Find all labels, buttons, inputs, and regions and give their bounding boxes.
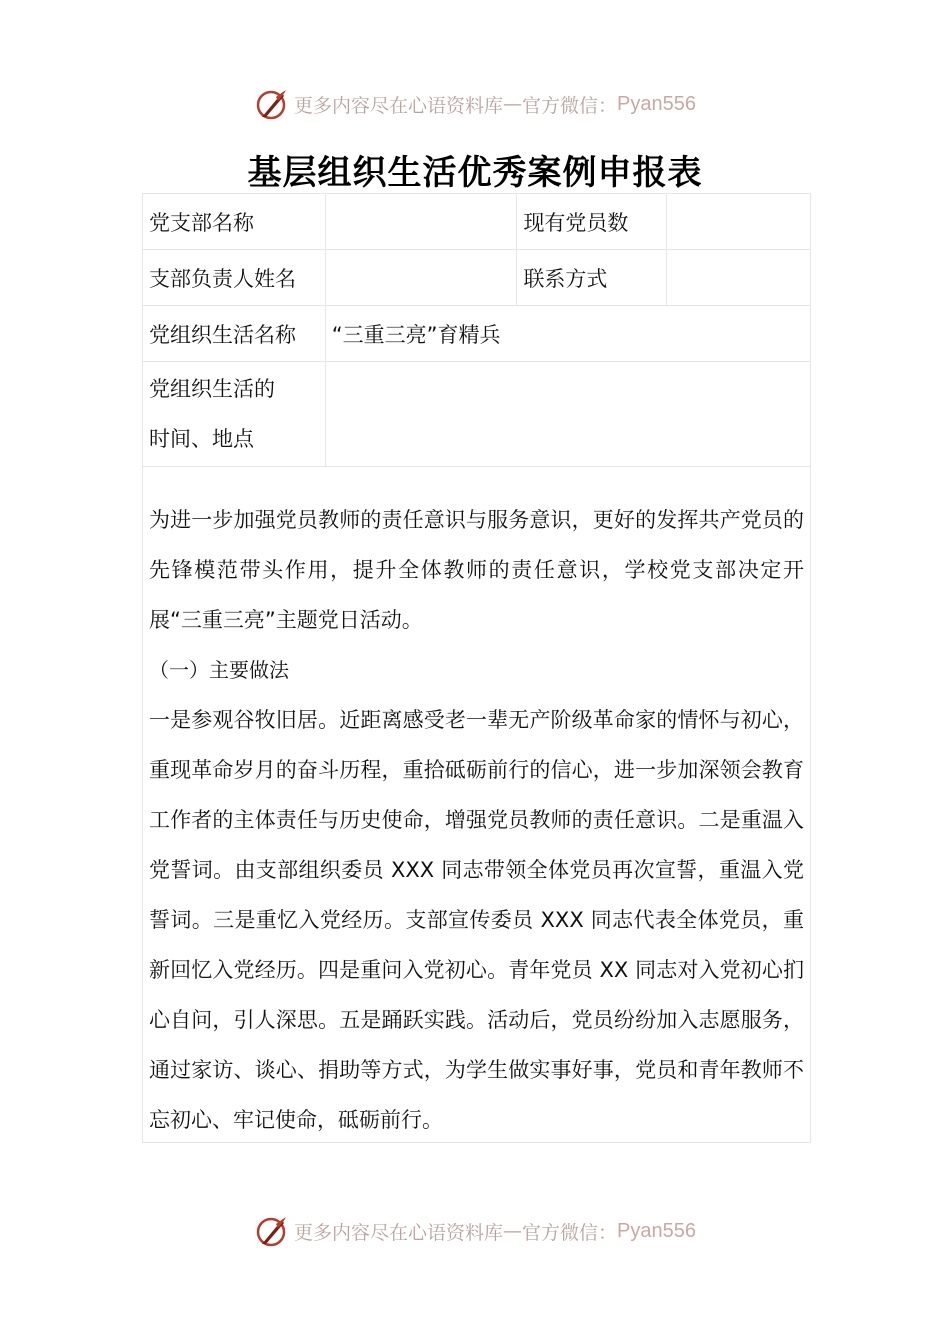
header-watermark — [0, 84, 950, 124]
body-paragraph: 一是参观谷牧旧居。近距离感受老一辈无产阶级革命家的情怀与初心，重现革命岁月的奋斗历程，重拾砥砺前行的信心，进一步加深领会教育工作者的主体责任与历史使命，增强党员教师的责任意识。二是重温入党誓词。由支部组织委员 XXX 同志带领全体党员再次宣誓，重温入党誓词。三是重忆入党经历。支部宣传委员 XXX 同志代表全体党员，重新回忆入党经历。四是重问入党初心。青年党员 XX 同志对入党初心扪心自问，引人深思。五是踊跃实践。活动后，党员纷纷加入志愿服务，通过家访、谈心、捐助等方式，为学生做实事好事，党员和青年教师不忘初心、牢记使命，砥砺前行。 — [149, 708, 804, 1132]
table-row — [143, 306, 811, 362]
time-place-value — [325, 362, 810, 467]
branch-name-label: 党支部名称 — [143, 194, 326, 250]
time-place-label-line2: 时间、地点 — [149, 427, 254, 451]
activity-name-label: 党组织生活名称 — [143, 306, 326, 362]
quill-logo-icon — [254, 1214, 288, 1248]
brand-text: 更多内容尽在心语资料库 — [294, 94, 504, 117]
case-description — [142, 466, 811, 1143]
member-count-value — [667, 194, 811, 250]
activity-name-value: “三重三亮”育精兵 — [325, 306, 810, 362]
document-title: 基层组织生活优秀案例申报表 — [247, 153, 703, 193]
quill-logo-icon — [254, 87, 288, 121]
time-place-label-line1: 党组织生活的 — [149, 377, 275, 401]
brand-text: 更多内容尽在心语资料库 — [294, 1221, 504, 1244]
leader-value — [325, 250, 517, 306]
brand-account: Pyan556 — [617, 1219, 696, 1242]
table-row — [143, 194, 811, 250]
member-count-label: 现有党员数 — [517, 194, 667, 250]
contact-value — [667, 250, 811, 306]
brand-dash: — — [503, 93, 523, 115]
brand-dash: — — [503, 1220, 523, 1242]
footer-watermark — [0, 1211, 950, 1251]
brand-wechat-label: 官方微信： — [522, 94, 618, 117]
brand-wechat-label: 官方微信： — [522, 1221, 618, 1244]
section-heading: （一）主要做法 — [149, 658, 289, 682]
time-place-label — [143, 362, 326, 467]
intro-paragraph: 为进一步加强党员教师的责任意识与服务意识，更好的发挥共产党员的先锋模范带头作用，提升全体教师的责任意识，学校党支部决定开展“三重三亮”主题党日活动。 — [149, 508, 804, 632]
contact-label: 联系方式 — [517, 250, 667, 306]
leader-label: 支部负责人姓名 — [143, 250, 326, 306]
table-row — [143, 362, 811, 467]
table-row — [143, 250, 811, 306]
branch-name-value — [325, 194, 517, 250]
brand-account: Pyan556 — [617, 92, 696, 115]
application-form-table — [142, 193, 811, 467]
